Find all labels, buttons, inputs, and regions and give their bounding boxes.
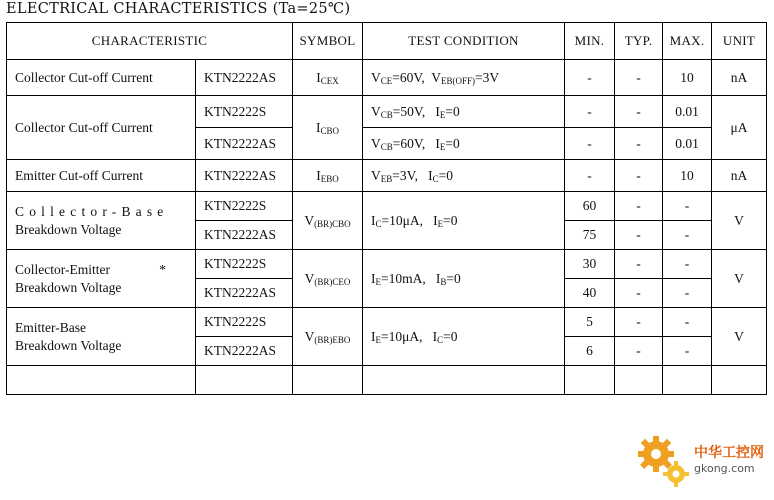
table-header-row <box>7 23 767 60</box>
part-number-cell: KTN2222AS <box>196 221 293 250</box>
watermark-text: 中华工控网 <box>694 445 764 461</box>
min-cell: - <box>565 160 615 192</box>
typ-cell: - <box>615 192 663 221</box>
watermark-logo <box>636 432 766 492</box>
min-cell: - <box>565 128 615 160</box>
max-cell: 0.01 <box>663 96 712 128</box>
unit-cell: V <box>712 250 767 308</box>
page-title: ELECTRICAL CHARACTERISTICS (Ta=25℃) <box>6 1 351 17</box>
unit-cell: V <box>712 192 767 250</box>
min-cell: 5 <box>565 308 615 337</box>
min-cell: - <box>565 60 615 96</box>
part-number-cell: KTN2222S <box>196 250 293 279</box>
header-min: MIN. <box>565 23 615 60</box>
part-number-cell: KTN2222S <box>196 308 293 337</box>
electrical-characteristics-table <box>6 22 767 395</box>
header-symbol: SYMBOL <box>293 23 363 60</box>
test-condition-cell: $V_{CB}=50V$, $I_E=0$ <box>363 96 565 128</box>
table-row <box>7 308 767 337</box>
unit-cell: V <box>712 308 767 366</box>
min-cell: 30 <box>565 250 615 279</box>
min-cell: 75 <box>565 221 615 250</box>
gear-icon <box>636 432 694 492</box>
table-row <box>7 60 767 96</box>
characteristic-cell: Collector Cut-off Current <box>7 96 196 160</box>
typ-cell: - <box>615 160 663 192</box>
test-condition-cell: $I_E=10mA$, $I_B=0$ <box>363 250 565 308</box>
watermark-url: gkong.com <box>694 462 755 475</box>
symbol-cell: $V_{(BR)EBO}$ <box>293 308 363 366</box>
characteristic-cell: Collector-Emitter * Breakdown Voltage <box>7 250 196 308</box>
max-cell: - <box>663 279 712 308</box>
table-row <box>7 96 767 128</box>
header-characteristic: CHARACTERISTIC <box>7 23 293 60</box>
symbol-cell: $V_{(BR)CBO}$ <box>293 192 363 250</box>
symbol-cell: $I_{CBO}$ <box>293 96 363 160</box>
test-condition-cell: $V_{CB}=60V$, $I_E=0$ <box>363 128 565 160</box>
max-cell: 10 <box>663 60 712 96</box>
symbol-cell: $I_{CEX}$ <box>293 60 363 96</box>
characteristic-cell: Emitter Cut-off Current <box>7 160 196 192</box>
typ-cell: - <box>615 221 663 250</box>
characteristic-cell: Collector-Base Breakdown Voltage <box>7 192 196 250</box>
max-cell: - <box>663 221 712 250</box>
symbol-cell: $V_{(BR)CEO}$ <box>293 250 363 308</box>
test-condition-cell: $I_C=10\mu A$, $I_E=0$ <box>363 192 565 250</box>
table-row <box>7 250 767 279</box>
unit-cell: nA <box>712 60 767 96</box>
max-cell: - <box>663 192 712 221</box>
part-number-cell: KTN2222S <box>196 96 293 128</box>
typ-cell: - <box>615 60 663 96</box>
unit-cell: nA <box>712 160 767 192</box>
max-cell: - <box>663 337 712 366</box>
part-number-cell: KTN2222AS <box>196 60 293 96</box>
table-continuation-row <box>7 366 767 395</box>
max-cell: 10 <box>663 160 712 192</box>
part-number-cell: KTN2222AS <box>196 337 293 366</box>
table-row <box>7 192 767 221</box>
min-cell: - <box>565 96 615 128</box>
max-cell: - <box>663 250 712 279</box>
min-cell: 6 <box>565 337 615 366</box>
unit-cell: μA <box>712 96 767 160</box>
typ-cell: - <box>615 337 663 366</box>
part-number-cell: KTN2222AS <box>196 128 293 160</box>
typ-cell: - <box>615 279 663 308</box>
max-cell: - <box>663 308 712 337</box>
header-unit: UNIT <box>712 23 767 60</box>
typ-cell: - <box>615 96 663 128</box>
min-cell: 40 <box>565 279 615 308</box>
typ-cell: - <box>615 308 663 337</box>
part-number-cell: KTN2222AS <box>196 160 293 192</box>
header-max: MAX. <box>663 23 712 60</box>
test-condition-cell: $I_E=10\mu A$, $I_C=0$ <box>363 308 565 366</box>
header-test-condition: TEST CONDITION <box>363 23 565 60</box>
characteristic-cell: Collector Cut-off Current <box>7 60 196 96</box>
max-cell: 0.01 <box>663 128 712 160</box>
table-row <box>7 160 767 192</box>
typ-cell: - <box>615 250 663 279</box>
min-cell: 60 <box>565 192 615 221</box>
test-condition-cell: $V_{CE}=60V$, $V_{EB(OFF)}=3V$ <box>363 60 565 96</box>
test-condition-cell: $V_{EB}=3V$, $I_C=0$ <box>363 160 565 192</box>
typ-cell: - <box>615 128 663 160</box>
part-number-cell: KTN2222S <box>196 192 293 221</box>
characteristic-cell: Emitter-Base Breakdown Voltage <box>7 308 196 366</box>
header-typ: TYP. <box>615 23 663 60</box>
part-number-cell: KTN2222AS <box>196 279 293 308</box>
symbol-cell: $I_{EBO}$ <box>293 160 363 192</box>
